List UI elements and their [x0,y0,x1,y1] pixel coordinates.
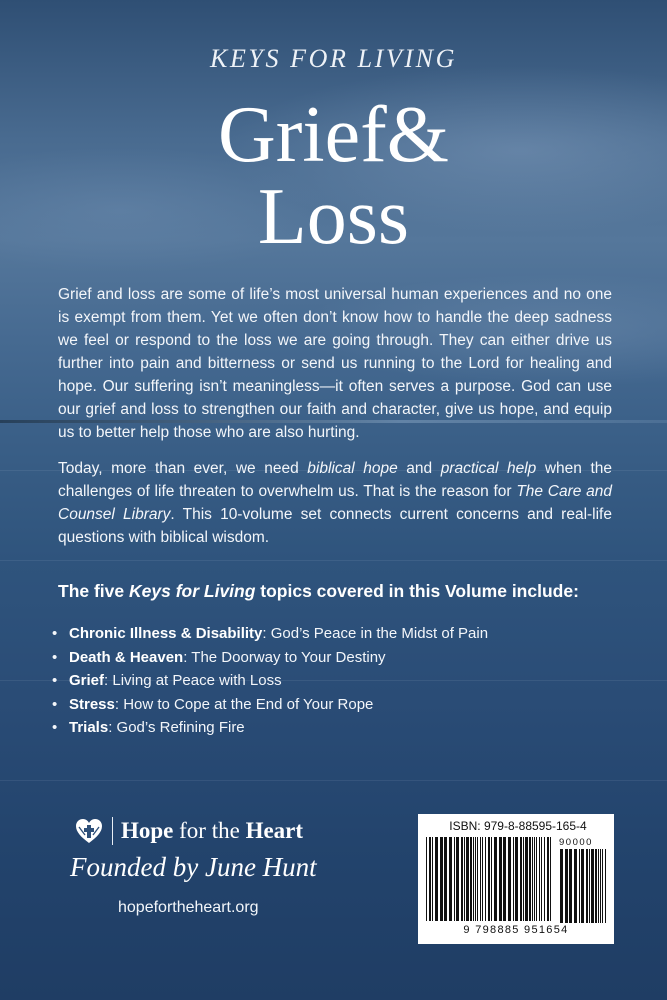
logo-divider [112,817,113,845]
barcode-bar [429,837,431,921]
barcode-bar [539,837,540,921]
heading-text: topics covered in this Volume include: [255,581,579,601]
barcode-bar [499,837,502,921]
barcode-bar [605,849,606,923]
p2-emphasis: practical help [440,460,537,477]
bullet-icon: • [52,648,58,666]
bullet-icon: • [52,625,58,642]
barcode-bar [515,837,518,921]
topics-list [52,622,612,740]
barcode-bar [485,837,486,921]
barcode-bar [525,837,528,921]
barcode-bar [550,837,551,921]
description-paragraph-2 [58,457,612,549]
heart-cross-icon [74,816,104,846]
barcode-bar [536,837,537,921]
topic-item [52,622,612,646]
p2-emphasis: The Care and Counsel Library [58,483,613,523]
topic-subtitle: : God’s Refining Fire [108,719,245,736]
barcode-bar [589,849,590,923]
barcode-bar [574,849,577,923]
isbn-number: ISBN: 979-8-88595-165-4 [449,819,587,833]
barcode-bar [470,837,472,921]
founder-line: Founded by June Hunt [70,852,317,882]
p2-text: . This 10-volume set connects current concerns and real-life questions with biblical wisdom. [58,506,612,546]
barcode-bar [444,837,447,921]
barcode-bar [440,837,443,921]
topic-subtitle: : How to Cope at the End of Your Rope [114,695,374,713]
p2-emphasis: biblical hope [307,460,398,477]
wave-line [0,780,667,781]
barcode-bars [424,837,608,923]
barcode-bar [534,837,535,921]
barcode-bar [520,837,522,921]
topic-item [52,716,612,740]
topic-name: Chronic Illness & Disability [69,625,263,642]
topic-item [52,646,612,670]
barcode-bar [508,837,511,921]
heading-emphasis: Keys for Living [129,581,256,601]
publisher-website: hopefortheheart.org [118,899,259,916]
publisher-logo [74,814,303,848]
barcode-bar [464,837,465,921]
barcode-bar [591,849,594,923]
barcode-bar [456,837,459,921]
topic-name: Death & Heaven [69,648,184,666]
barcode-bar [473,837,474,921]
topic-item [52,669,612,693]
barcode-bar [435,837,438,921]
description-paragraph-1: Grief and loss are some of life’s most universal human experiences and no one is exempt from them. Yet we often don’t know how to handle the deep sadness we feel or respond to the loss we are going through. They can either drive us further into pain and bitterness or send us running to the Lord for healing and hope. Our suffering isn’t meaningless—it often serves a purpose. God can use our grief and loss to strengthen our faith and character, give us hope, and equip us to better help those who are also hurting. [58,286,612,441]
barcode-bar [477,837,478,921]
series-name: KEYS FOR LIVING [210,44,457,73]
addon-digits: 90000 [559,837,593,848]
barcode-bar [547,837,549,921]
barcode-bar [449,837,452,921]
heading-text: The five [58,581,129,601]
wave-line [0,560,667,561]
publisher-name-part: for the [173,818,246,843]
barcode-bar [600,849,601,923]
p2-text: when the challenges of life threaten to overwhelm us. That is the reason for [58,460,613,500]
barcode-bar [586,849,588,923]
publisher-name-part: Heart [245,818,304,843]
barcode-bar [461,837,463,921]
barcode-bar [475,837,476,921]
topic-subtitle: : God’s Peace in the Midst of Pain [262,625,489,642]
barcode-bar [541,837,542,921]
barcode-bar [581,849,584,923]
bullet-icon: • [52,719,58,736]
barcode-bar [595,849,597,923]
topic-name: Trials [69,719,109,736]
p2-text: Today, more than ever, we need [58,460,308,477]
barcode-bar [491,837,492,921]
barcode-bar [454,837,455,921]
barcode-bar [503,837,506,921]
bullet-icon: • [52,672,58,689]
barcode-bar [488,837,490,921]
barcode-bar [466,837,469,921]
barcode-bar [544,837,545,921]
barcode-bar [598,849,599,923]
barcode-bar [482,837,483,921]
ean-digits: 9 798885 951654 [463,924,569,936]
p2-text: and [397,460,441,477]
title-line-2: Loss [257,173,410,261]
publisher-name [121,818,303,844]
topic-name: Grief [69,672,105,689]
barcode-bar [569,849,572,923]
topic-item [52,693,612,717]
barcode-bar [579,849,580,923]
book-title [0,91,667,261]
topics-heading [58,581,618,602]
barcode-bar [602,849,603,923]
barcode-bar [565,849,568,923]
barcode-bar [494,837,497,921]
barcode-bar [426,837,427,921]
topic-subtitle: : The Doorway to Your Destiny [183,648,386,666]
bullet-icon: • [52,695,58,713]
title-line-1: Grief& [217,91,449,179]
topic-subtitle: : Living at Peace with Loss [104,672,282,689]
barcode-bar [480,837,481,921]
barcode-bar [432,837,433,921]
barcode-bar [513,837,514,921]
barcode-box [418,814,614,944]
publisher-name-part: Hope [121,818,174,843]
barcode-bar [532,837,533,921]
barcode-bar [523,837,524,921]
topic-name: Stress [69,695,115,713]
barcode-bar [529,837,531,921]
barcode-bar [560,849,563,923]
